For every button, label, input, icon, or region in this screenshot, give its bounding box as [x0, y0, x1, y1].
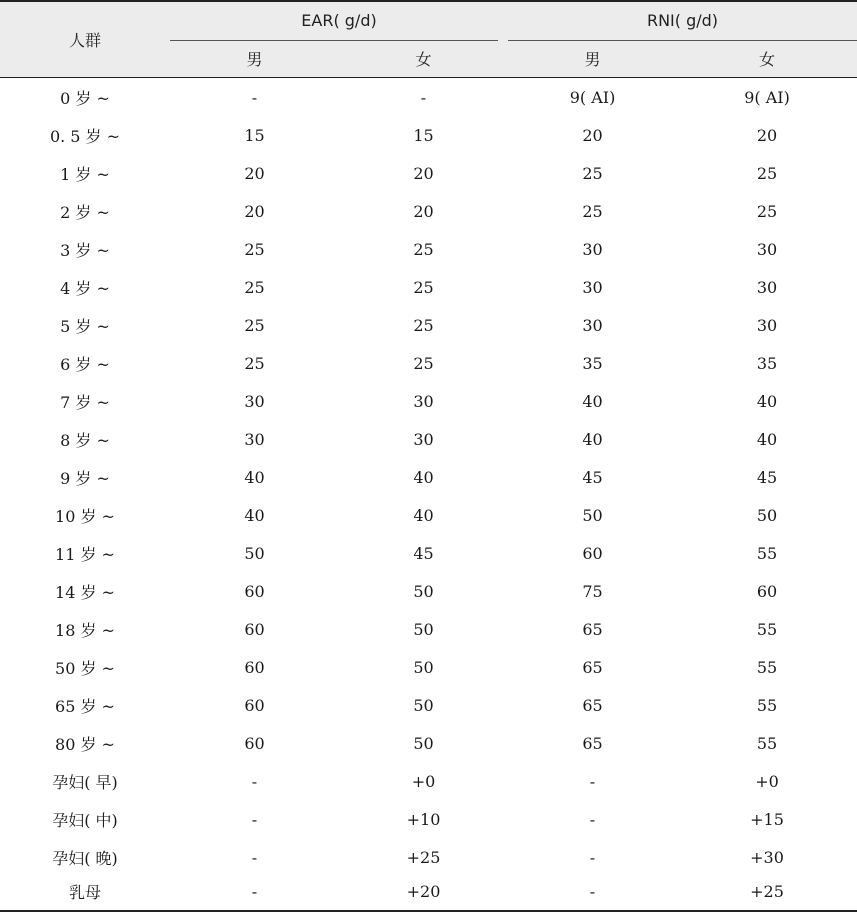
rni-female-cell: 30	[756, 239, 778, 259]
table-header	[0, 2, 857, 77]
ear-female-cell: 50	[413, 581, 434, 601]
table-bottom-rule	[0, 910, 857, 912]
group-cell: 5 岁 ~	[60, 316, 110, 336]
ear-female-cell: 30	[413, 391, 434, 411]
rni-female-cell: 55	[756, 695, 778, 715]
ear-female-cell: 25	[413, 239, 434, 259]
rni-male-cell: 25	[582, 201, 603, 221]
rni-female-cell: +30	[750, 847, 784, 867]
group-cell: 1 岁 ~	[60, 164, 110, 184]
group-cell: 3 岁 ~	[60, 240, 110, 260]
rni-male-cell: 30	[582, 239, 603, 259]
rni-male-cell: 30	[582, 277, 603, 297]
rni-female-cell: 55	[756, 619, 778, 639]
rni-female-cell: 35	[756, 353, 778, 373]
table-row	[0, 116, 857, 154]
header-ear-female: 女	[415, 50, 432, 69]
rni-female-cell: +0	[755, 771, 779, 791]
ear-female-cell: +10	[406, 809, 441, 829]
group-cell: 65 岁 ~	[55, 696, 115, 716]
ear-male-cell: -	[251, 847, 258, 867]
table-row	[0, 762, 857, 800]
rni-male-cell: 65	[582, 657, 603, 677]
ear-male-cell: 30	[244, 391, 265, 411]
group-cell: 乳母	[68, 882, 101, 902]
header-ear-label: EAR( g/d)	[301, 10, 377, 30]
group-cell: 18 岁 ~	[55, 620, 115, 640]
ear-female-cell: 50	[413, 657, 434, 677]
rni-female-cell: +25	[750, 881, 784, 901]
rni-female-cell: 9( AI)	[744, 87, 790, 107]
table-row	[0, 306, 857, 344]
group-cell: 9 岁 ~	[60, 468, 110, 488]
ear-female-cell: 20	[413, 201, 434, 221]
ear-male-cell: 25	[244, 239, 265, 259]
ear-female-cell: 30	[413, 429, 434, 449]
rni-male-cell: -	[589, 809, 596, 829]
rni-female-cell: 50	[756, 505, 778, 525]
table-row	[0, 458, 857, 496]
rni-female-cell: 55	[756, 543, 778, 563]
table-row	[0, 344, 857, 382]
ear-female-cell: 15	[413, 125, 434, 145]
ear-male-cell: 60	[244, 733, 265, 753]
table-row	[0, 382, 857, 420]
rni-male-cell: 9( AI)	[569, 87, 616, 107]
rni-male-cell: -	[589, 771, 596, 791]
table-row	[0, 648, 857, 686]
ear-male-cell: 40	[244, 467, 265, 487]
header-rni-label: RNI( g/d)	[646, 10, 719, 30]
table-row	[0, 154, 857, 192]
ear-male-cell: 25	[244, 353, 265, 373]
group-cell: 50 岁 ~	[55, 658, 115, 678]
rni-male-cell: 40	[582, 429, 603, 449]
table-row	[0, 78, 857, 116]
ear-male-cell: 40	[244, 505, 265, 525]
group-cell: 4 岁 ~	[60, 278, 110, 298]
ear-male-cell: 20	[244, 163, 265, 183]
ear-male-cell: 20	[244, 201, 265, 221]
table-row	[0, 192, 857, 230]
ear-male-cell: -	[251, 809, 258, 829]
ear-female-cell: +25	[406, 847, 441, 867]
table-row	[0, 496, 857, 534]
table-row	[0, 838, 857, 876]
table-row	[0, 724, 857, 762]
rni-male-cell: 20	[582, 125, 603, 145]
ear-female-cell: 50	[413, 733, 434, 753]
ear-female-cell: 50	[413, 695, 434, 715]
ear-male-cell: 25	[244, 315, 265, 335]
group-cell: 14 岁 ~	[55, 582, 115, 602]
ear-female-cell: 40	[413, 467, 434, 487]
ear-male-cell: 50	[244, 543, 265, 563]
group-cell: 11 岁 ~	[55, 544, 115, 564]
group-cell: 80 岁 ~	[55, 734, 115, 754]
ear-male-cell: 15	[244, 125, 265, 145]
rni-male-cell: 60	[582, 543, 603, 563]
rni-male-cell: 35	[582, 353, 603, 373]
rni-female-cell: 25	[756, 201, 778, 221]
ear-female-cell: 40	[413, 505, 434, 525]
group-cell: 8 岁 ~	[60, 430, 110, 450]
ear-male-cell: -	[251, 771, 258, 791]
group-cell: 2 岁 ~	[60, 202, 110, 222]
ear-female-cell: +20	[406, 881, 441, 901]
rni-female-cell: 45	[756, 467, 778, 487]
rni-female-cell: 40	[756, 391, 778, 411]
ear-female-cell: 25	[413, 277, 434, 297]
group-cell: 6 岁 ~	[60, 354, 110, 374]
table-row	[0, 872, 857, 910]
ear-female-cell: +0	[411, 771, 436, 791]
rni-female-cell: 30	[756, 315, 778, 335]
rni-female-cell: 55	[756, 657, 778, 677]
ear-female-cell: -	[420, 87, 427, 107]
table-row	[0, 268, 857, 306]
rni-male-cell: 25	[582, 163, 603, 183]
ear-female-cell: 20	[413, 163, 434, 183]
ear-male-cell: 60	[244, 619, 265, 639]
group-cell: 7 岁 ~	[60, 392, 110, 412]
rni-male-cell: -	[589, 847, 596, 867]
table-row	[0, 610, 857, 648]
group-cell: 0. 5 岁 ~	[49, 126, 121, 146]
header-rni-male: 男	[584, 50, 601, 69]
rni-female-cell: 40	[756, 429, 778, 449]
rni-female-cell: 25	[756, 163, 778, 183]
ear-female-cell: 50	[413, 619, 434, 639]
group-cell: 10 岁 ~	[55, 506, 115, 526]
group-cell: 孕妇( 中)	[52, 810, 118, 830]
rni-female-cell: 60	[756, 581, 778, 601]
rni-male-cell: -	[589, 881, 596, 901]
rni-female-cell: 30	[756, 277, 778, 297]
rni-female-cell: +15	[750, 809, 784, 829]
ear-male-cell: 25	[244, 277, 265, 297]
table-row	[0, 572, 857, 610]
header-ear-male: 男	[246, 50, 263, 69]
rni-male-cell: 50	[582, 505, 603, 525]
ear-female-cell: 25	[413, 315, 434, 335]
ear-male-cell: 30	[244, 429, 265, 449]
group-cell: 孕妇( 晚)	[52, 848, 118, 868]
table-row	[0, 230, 857, 268]
ear-male-cell: -	[251, 87, 258, 107]
ear-female-cell: 45	[413, 543, 434, 563]
table-row	[0, 800, 857, 838]
ear-male-cell: 60	[244, 581, 265, 601]
ear-male-cell: -	[251, 881, 258, 901]
header-rni-female: 女	[758, 50, 775, 69]
header-group-label: 人群	[68, 31, 101, 50]
ear-female-cell: 25	[413, 353, 434, 373]
rni-male-cell: 30	[582, 315, 603, 335]
table-row	[0, 420, 857, 458]
rni-female-cell: 55	[756, 733, 778, 753]
ear-male-cell: 60	[244, 657, 265, 677]
rni-male-cell: 75	[582, 581, 603, 601]
table-row	[0, 686, 857, 724]
table-row	[0, 534, 857, 572]
rni-male-cell: 65	[582, 695, 603, 715]
rni-male-cell: 45	[582, 467, 603, 487]
group-cell: 0 岁 ~	[60, 88, 110, 108]
rni-male-cell: 65	[582, 733, 603, 753]
rni-male-cell: 65	[582, 619, 603, 639]
rni-female-cell: 20	[756, 125, 778, 145]
rni-male-cell: 40	[582, 391, 603, 411]
ear-male-cell: 60	[244, 695, 265, 715]
group-cell: 孕妇( 早)	[52, 772, 118, 792]
